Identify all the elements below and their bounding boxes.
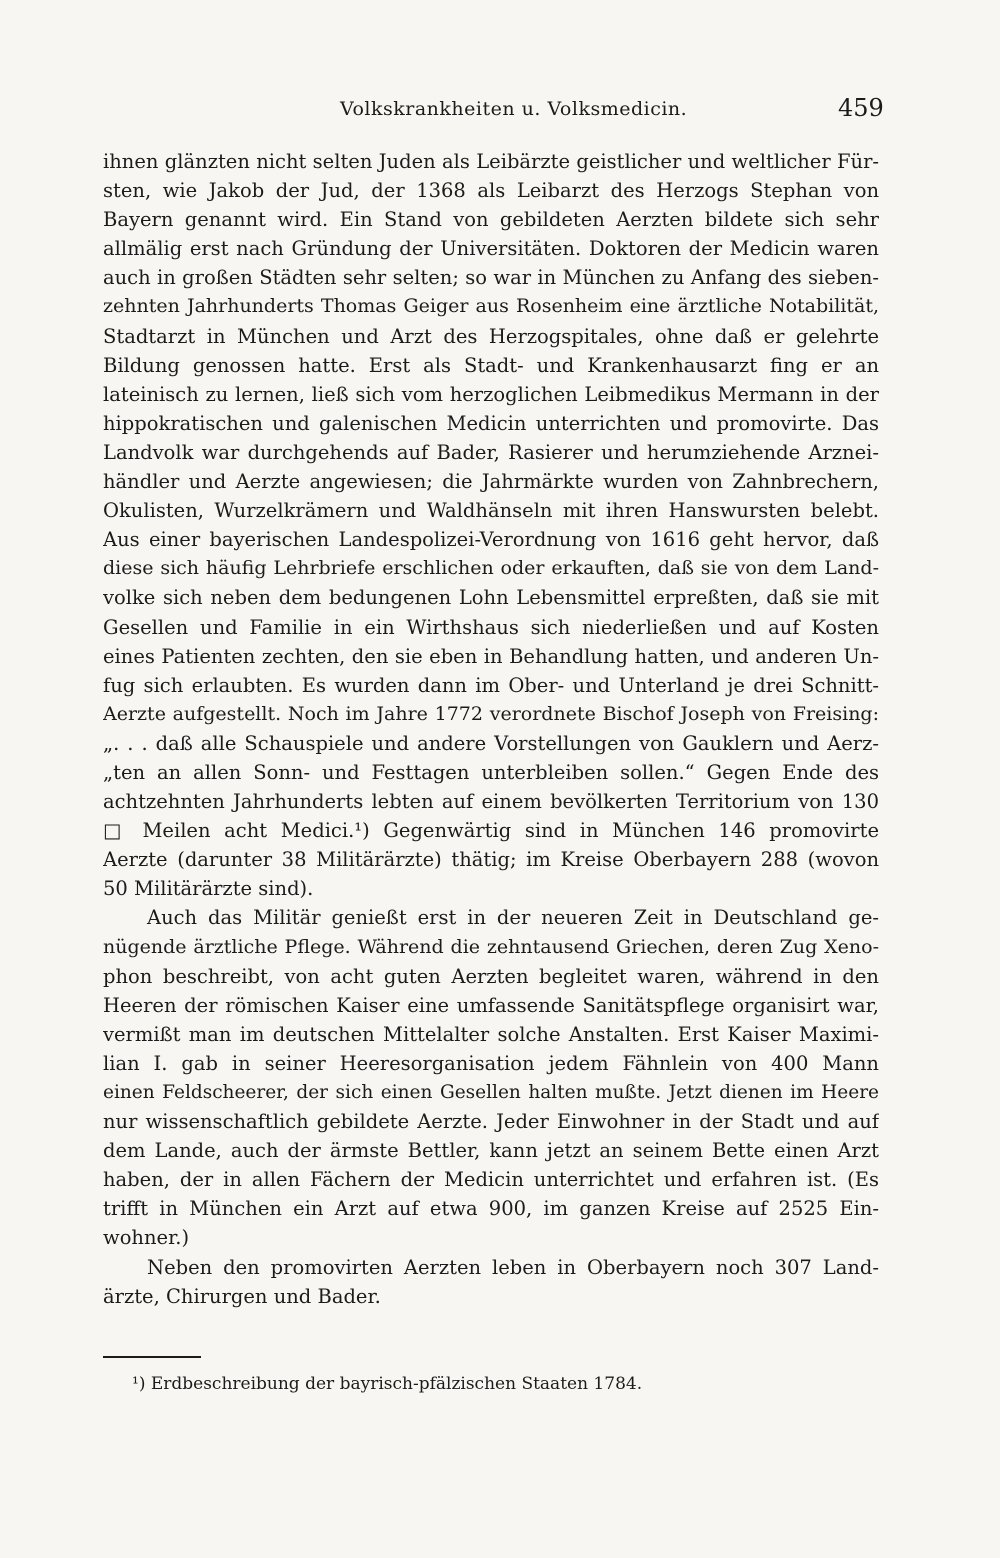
text-line: Bayern genannt wird. Ein Stand von gebildeten Aerzten bildete sich sehr <box>103 208 879 232</box>
text-line: „ten an allen Sonn- und Festtagen unterbleiben sollen.“ Gegen Ende des <box>103 760 879 784</box>
text-line: 50 Militärärzte sind). <box>103 877 314 901</box>
text-line: trifft in München ein Arzt auf etwa 900, im ganzen Kreise auf 2525 Ein- <box>103 1197 879 1221</box>
text-line: zehnten Jahrhunderts Thomas Geiger aus Rosenheim eine ärztliche Notabilität, <box>103 295 879 318</box>
text-line: Auch das Militär genießt erst in der neueren Zeit in Deutschland ge- <box>147 906 879 930</box>
running-title: Volkskrankheiten u. Volksmedicin. <box>340 98 688 120</box>
footnote-rule <box>103 1356 201 1358</box>
body-text <box>103 147 879 1311</box>
text-line: auch in großen Städten sehr selten; so war in München zu Anfang des sieben- <box>103 266 879 290</box>
text-line: eines Patienten zechten, den sie eben in Behandlung hatten, und anderen Un- <box>103 644 879 668</box>
text-line: Gesellen und Familie in ein Wirthshaus sich niederließen und auf Kosten <box>103 615 879 639</box>
text-line: hippokratischen und galenischen Medicin unterrichten und promovirte. Das <box>103 411 879 435</box>
text-line: einen Feldscheerer, der sich einen Gesellen halten mußte. Jetzt dienen im Heere <box>103 1082 879 1103</box>
text-line: haben, der in allen Fächern der Medicin unterrichtet und erfahren ist. (Es <box>103 1168 879 1192</box>
text-line: händler und Aerzte angewiesen; die Jahrmärkte wurden von Zahnbrechern, <box>103 470 879 494</box>
text-line: wohner.) <box>103 1226 190 1250</box>
text-line: Aerzte aufgestellt. Noch im Jahre 1772 verordnete Bischof Joseph von Freising: <box>103 702 879 725</box>
text-line: □ Meilen acht Medici.¹) Gegenwärtig sind in München 146 promovirte <box>103 819 879 843</box>
text-line: Heeren der römischen Kaiser eine umfassende Sanitätspflege organisirt war, <box>103 993 879 1017</box>
footnote: ¹) Erdbeschreibung der bayrisch-pfälzischen Staaten 1784. <box>132 1374 643 1394</box>
text-line: fug sich erlaubten. Es wurden dann im Ober- und Unterland je drei Schnitt- <box>103 673 879 697</box>
text-line: diese sich häufig Lehrbriefe erschlichen oder erkauften, daß sie von dem Land- <box>103 557 879 580</box>
text-line: sten, wie Jakob der Jud, der 1368 als Leibarzt des Herzogs Stephan von <box>103 179 879 203</box>
text-line: nur wissenschaftlich gebildete Aerzte. Jeder Einwohner in der Stadt und auf <box>103 1110 879 1134</box>
text-line: Aerzte (darunter 38 Militärärzte) thätig; im Kreise Oberbayern 288 (wovon <box>103 848 879 872</box>
text-line: Landvolk war durchgehends auf Bader, Rasierer und herumziehende Arznei- <box>103 440 879 464</box>
text-line: phon beschreibt, von acht guten Aerzten begleitet waren, während in den <box>103 964 879 988</box>
text-line: ärzte, Chirurgen und Bader. <box>103 1284 381 1308</box>
text-line: „. . . daß alle Schauspiele und andere Vorstellungen von Gauklern und Aerz- <box>103 731 879 755</box>
text-line: allmälig erst nach Gründung der Universitäten. Doktoren der Medicin waren <box>103 237 879 261</box>
text-line: Bildung genossen hatte. Erst als Stadt- und Krankenhausarzt fing er an <box>103 353 879 377</box>
running-head <box>0 94 1000 128</box>
text-line: achtzehnten Jahrhunderts lebten auf einem bevölkerten Territorium von 130 <box>103 790 879 814</box>
text-line: lian I. gab in seiner Heeresorganisation jedem Fähnlein von 400 Mann <box>103 1051 879 1075</box>
text-line: nügende ärztliche Pflege. Während die zehntausend Griechen, deren Zug Xeno- <box>103 935 879 958</box>
text-line: volke sich neben dem bedungenen Lohn Lebensmittel erpreßten, daß sie mit <box>103 586 879 610</box>
text-line: Aus einer bayerischen Landespolizei-Verordnung von 1616 geht hervor, daß <box>103 528 879 552</box>
page-number: 459 <box>838 94 884 122</box>
text-line: Stadtarzt in München und Arzt des Herzogspitales, ohne daß er gelehrte <box>103 324 879 348</box>
text-line: lateinisch zu lernen, ließ sich vom herzoglichen Leibmedikus Mermann in der <box>103 382 879 406</box>
text-line: dem Lande, auch der ärmste Bettler, kann jetzt an seinem Bette einen Arzt <box>103 1139 879 1163</box>
text-line: ihnen glänzten nicht selten Juden als Leibärzte geistlicher und weltlicher Für- <box>103 150 879 173</box>
text-line: Okulisten, Wurzelkrämern und Waldhänseln mit ihren Hanswursten belebt. <box>103 499 879 523</box>
text-line: vermißt man im deutschen Mittelalter solche Anstalten. Erst Kaiser Maximi- <box>103 1022 879 1046</box>
text-line: Neben den promovirten Aerzten leben in Oberbayern noch 307 Land- <box>147 1255 879 1279</box>
